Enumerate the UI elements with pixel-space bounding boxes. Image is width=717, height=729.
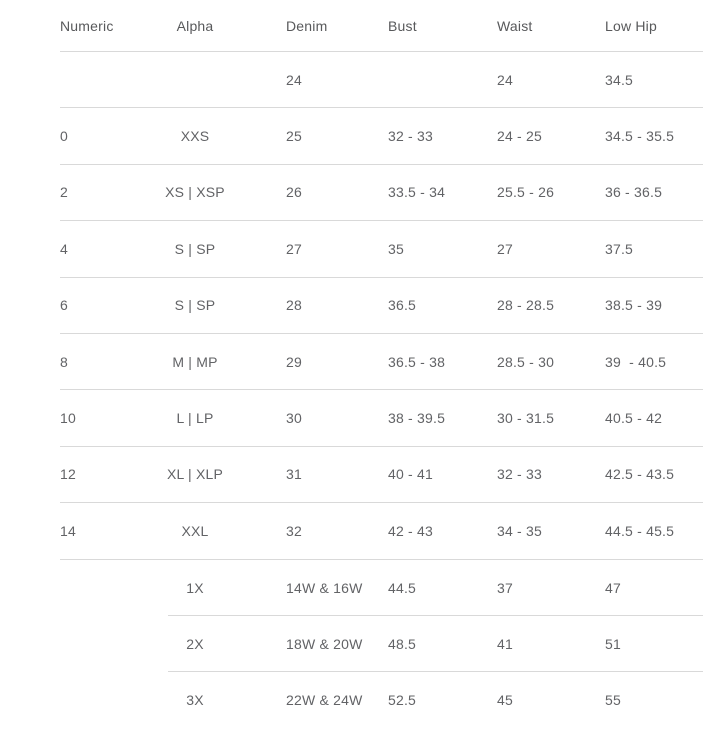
cell-denim: 27 xyxy=(286,240,302,257)
cell-low-hip: 51 xyxy=(605,636,621,653)
cell-waist: 34 - 35 xyxy=(497,522,542,539)
cell-denim: 31 xyxy=(286,466,302,483)
cell-denim: 18W & 20W xyxy=(286,636,363,653)
size-chart-table xyxy=(60,0,703,729)
cell-waist: 37 xyxy=(497,579,513,596)
table-header-row xyxy=(60,0,703,52)
cell-low-hip: 34.5 xyxy=(605,71,634,88)
cell-numeric: 12 xyxy=(60,466,76,483)
cell-low-hip: 55 xyxy=(605,692,621,709)
cell-alpha: XL | XLP xyxy=(166,466,224,483)
cell-waist: 27 xyxy=(497,240,513,257)
column-header-bust: Bust xyxy=(388,17,417,34)
table-row xyxy=(60,560,703,616)
cell-waist: 24 - 25 xyxy=(497,128,542,145)
cell-bust: 48.5 xyxy=(388,636,417,653)
table-body xyxy=(60,52,703,729)
cell-bust: 32 - 33 xyxy=(388,128,433,145)
cell-alpha: XS | XSP xyxy=(165,184,225,201)
cell-denim: 32 xyxy=(286,522,302,539)
cell-numeric: 0 xyxy=(60,128,68,145)
cell-bust: 35 xyxy=(388,240,404,257)
table-row xyxy=(60,616,703,672)
table-row xyxy=(60,672,703,728)
cell-low-hip: 47 xyxy=(605,579,621,596)
cell-alpha: 1X xyxy=(186,579,204,596)
cell-low-hip: 38.5 - 39 xyxy=(605,297,663,314)
cell-denim: 28 xyxy=(286,297,302,314)
cell-alpha: S | SP xyxy=(174,240,216,257)
cell-low-hip: 39 - 40.5 xyxy=(605,353,667,370)
cell-alpha: XXL xyxy=(181,522,209,539)
cell-waist: 41 xyxy=(497,636,513,653)
cell-waist: 25.5 - 26 xyxy=(497,184,555,201)
cell-low-hip: 36 - 36.5 xyxy=(605,184,663,201)
cell-bust: 38 - 39.5 xyxy=(388,410,446,427)
cell-denim: 14W & 16W xyxy=(286,579,363,596)
cell-denim: 26 xyxy=(286,184,302,201)
cell-bust: 36.5 - 38 xyxy=(388,353,446,370)
table-row xyxy=(60,221,703,277)
cell-waist: 30 - 31.5 xyxy=(497,410,555,427)
cell-denim: 24 xyxy=(286,71,302,88)
cell-low-hip: 40.5 - 42 xyxy=(605,410,663,427)
cell-denim: 30 xyxy=(286,410,302,427)
cell-numeric: 6 xyxy=(60,297,68,314)
cell-low-hip: 42.5 - 43.5 xyxy=(605,466,675,483)
cell-denim: 29 xyxy=(286,353,302,370)
table-row xyxy=(60,165,703,221)
table-row xyxy=(60,52,703,108)
column-header-alpha: Alpha xyxy=(176,17,214,34)
cell-alpha: M | MP xyxy=(172,353,218,370)
cell-numeric: 8 xyxy=(60,353,68,370)
table-row xyxy=(60,390,703,446)
cell-alpha: 3X xyxy=(186,692,204,709)
table-row xyxy=(60,334,703,390)
cell-bust: 40 - 41 xyxy=(388,466,433,483)
cell-alpha: L | LP xyxy=(176,410,214,427)
cell-waist: 32 - 33 xyxy=(497,466,542,483)
cell-bust: 52.5 xyxy=(388,692,417,709)
cell-alpha: 2X xyxy=(186,636,204,653)
cell-waist: 24 xyxy=(497,71,513,88)
column-header-denim: Denim xyxy=(286,17,328,34)
table-row xyxy=(60,278,703,334)
cell-numeric: 2 xyxy=(60,184,68,201)
cell-numeric: 14 xyxy=(60,522,76,539)
cell-low-hip: 34.5 - 35.5 xyxy=(605,128,675,145)
column-header-waist: Waist xyxy=(497,17,533,34)
cell-numeric: 10 xyxy=(60,410,76,427)
cell-numeric: 4 xyxy=(60,240,68,257)
cell-waist: 28.5 - 30 xyxy=(497,353,555,370)
cell-low-hip: 37.5 xyxy=(605,240,634,257)
cell-bust: 44.5 xyxy=(388,579,417,596)
cell-bust: 33.5 - 34 xyxy=(388,184,446,201)
cell-bust: 42 - 43 xyxy=(388,522,433,539)
table-row xyxy=(60,108,703,164)
column-header-numeric: Numeric xyxy=(60,17,114,34)
table-row xyxy=(60,447,703,503)
cell-alpha: S | SP xyxy=(174,297,216,314)
column-header-low-hip: Low Hip xyxy=(605,17,657,34)
cell-bust: 36.5 xyxy=(388,297,417,314)
cell-denim: 25 xyxy=(286,128,302,145)
cell-alpha: XXS xyxy=(180,128,210,145)
cell-waist: 28 - 28.5 xyxy=(497,297,555,314)
cell-waist: 45 xyxy=(497,692,513,709)
cell-low-hip: 44.5 - 45.5 xyxy=(605,522,675,539)
cell-denim: 22W & 24W xyxy=(286,692,363,709)
table-row xyxy=(60,503,703,559)
